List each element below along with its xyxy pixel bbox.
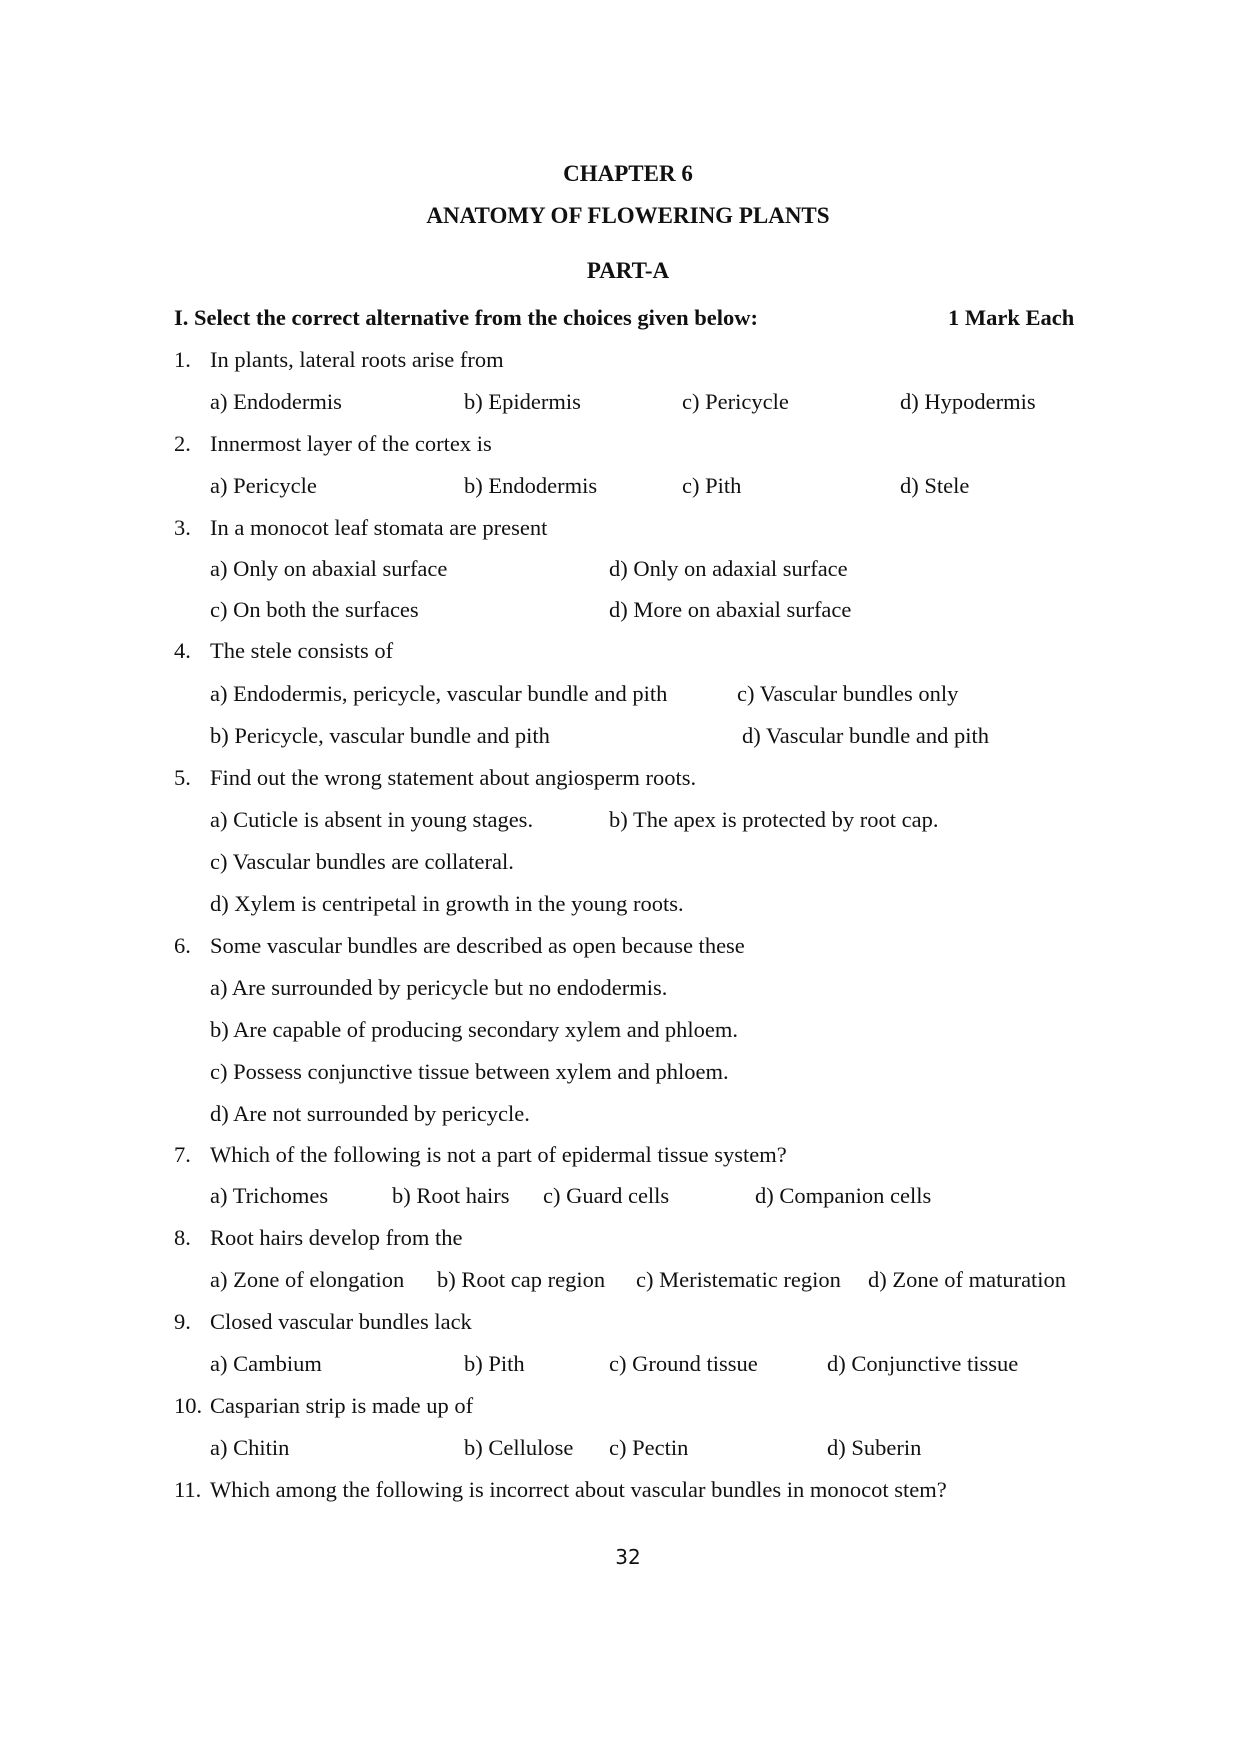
option: d) More on abaxial surface xyxy=(609,597,852,622)
option: b) The apex is protected by root cap. xyxy=(609,807,939,832)
option: d) Vascular bundle and pith xyxy=(742,723,990,748)
option: d) Zone of maturation xyxy=(868,1267,1067,1292)
question-text: Innermost layer of the cortex is xyxy=(210,431,492,456)
question-text: Which among the following is incorrect about vascular bundles in monocot stem? xyxy=(210,1477,947,1502)
question-text: Some vascular bundles are described as open because these xyxy=(210,933,745,958)
option: b) Pericycle, vascular bundle and pith xyxy=(210,723,550,748)
question-text: Which of the following is not a part of epidermal tissue system? xyxy=(210,1142,787,1167)
option: a) Trichomes xyxy=(210,1183,329,1208)
option: d) Companion cells xyxy=(755,1183,932,1208)
option: c) Vascular bundles are collateral. xyxy=(210,849,514,874)
option: d) Stele xyxy=(900,473,970,498)
question-number: 7. xyxy=(174,1142,191,1167)
option: d) Suberin xyxy=(827,1435,922,1460)
option: c) Pectin xyxy=(609,1435,689,1460)
question-text: Casparian strip is made up of xyxy=(210,1393,474,1418)
option: c) On both the surfaces xyxy=(210,597,419,622)
question-number: 10. xyxy=(174,1393,203,1418)
section-instruction: I. Select the correct alternative from the choices given below: xyxy=(174,305,758,330)
question-text: In a monocot leaf stomata are present xyxy=(210,515,548,540)
question-number: 1. xyxy=(174,347,191,372)
option: b) Cellulose xyxy=(464,1435,574,1460)
question-text: Root hairs develop from the xyxy=(210,1225,463,1250)
question-text: The stele consists of xyxy=(210,638,394,663)
part-heading: PART-A xyxy=(586,258,670,283)
option: d) Conjunctive tissue xyxy=(827,1351,1019,1376)
option: a) Endodermis, pericycle, vascular bundle and pith xyxy=(210,681,668,706)
question-text: In plants, lateral roots arise from xyxy=(210,347,504,372)
option: c) Pericycle xyxy=(682,389,789,414)
question-number: 9. xyxy=(174,1309,191,1334)
page-number: 32 xyxy=(615,1545,641,1569)
option: b) Pith xyxy=(464,1351,525,1376)
question-number: 2. xyxy=(174,431,191,456)
option: b) Endodermis xyxy=(464,473,598,498)
option: b) Are capable of producing secondary xylem and phloem. xyxy=(210,1017,738,1042)
question-text: Closed vascular bundles lack xyxy=(210,1309,472,1334)
option: d) Only on adaxial surface xyxy=(609,556,848,581)
question-number: 5. xyxy=(174,765,191,790)
option: c) Meristematic region xyxy=(636,1267,841,1292)
option: c) Possess conjunctive tissue between xylem and phloem. xyxy=(210,1059,729,1084)
question-number: 4. xyxy=(174,638,191,663)
option: a) Chitin xyxy=(210,1435,290,1460)
option: b) Root cap region xyxy=(437,1267,606,1292)
option: c) Vascular bundles only xyxy=(737,681,959,706)
option: c) Pith xyxy=(682,473,742,498)
option: b) Epidermis xyxy=(464,389,581,414)
marks-label: 1 Mark Each xyxy=(948,305,1075,330)
option: a) Are surrounded by pericycle but no endodermis. xyxy=(210,975,668,1000)
option: b) Root hairs xyxy=(392,1183,510,1208)
option: a) Endodermis xyxy=(210,389,342,414)
chapter-heading: CHAPTER 6 xyxy=(563,161,693,186)
option: d) Are not surrounded by pericycle. xyxy=(210,1101,530,1126)
question-number: 3. xyxy=(174,515,191,540)
option: a) Pericycle xyxy=(210,473,317,498)
option: a) Only on abaxial surface xyxy=(210,556,448,581)
option: c) Ground tissue xyxy=(609,1351,758,1376)
question-number: 8. xyxy=(174,1225,191,1250)
option: a) Cuticle is absent in young stages. xyxy=(210,807,534,832)
option: c) Guard cells xyxy=(543,1183,670,1208)
question-number: 6. xyxy=(174,933,191,958)
option: a) Cambium xyxy=(210,1351,322,1376)
chapter-title: ANATOMY OF FLOWERING PLANTS xyxy=(426,203,830,228)
option: d) Hypodermis xyxy=(900,389,1036,414)
option: a) Zone of elongation xyxy=(210,1267,405,1292)
question-text: Find out the wrong statement about angiosperm roots. xyxy=(210,765,697,790)
question-number: 11. xyxy=(174,1477,202,1502)
option: d) Xylem is centripetal in growth in the young roots. xyxy=(210,891,684,916)
